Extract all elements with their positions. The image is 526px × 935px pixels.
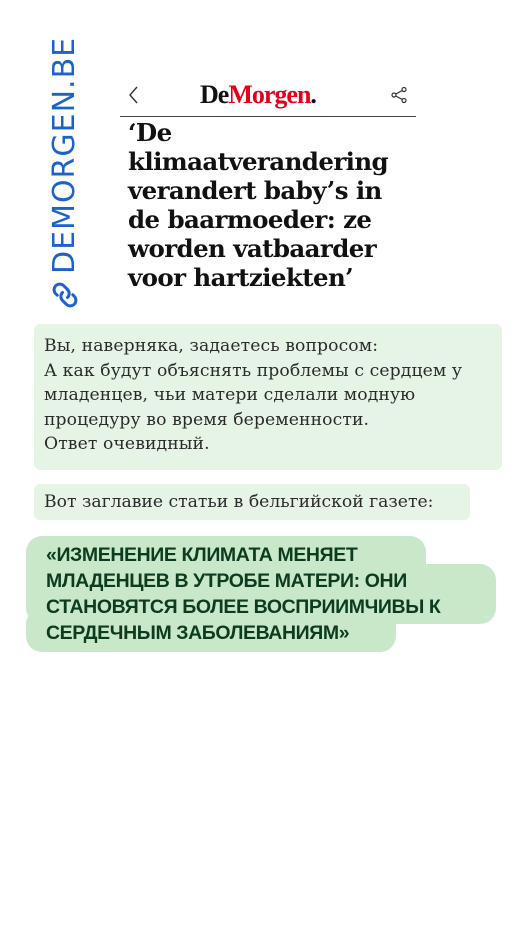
source-domain-label[interactable]: DEMORGEN.BE — [47, 36, 82, 274]
article-headline — [128, 118, 418, 292]
headline-line: ‘De — [128, 118, 172, 147]
commentary-line: Вы, наверняка, задаетесь вопросом: — [44, 336, 379, 356]
translated-headline — [46, 542, 506, 646]
translated-line: «ИЗМЕНЕНИЕ КЛИМАТА МЕНЯЕТ — [46, 544, 358, 566]
translated-line: СЕРДЕЧНЫМ ЗАБОЛЕВАНИЯМ» — [46, 622, 350, 644]
commentary-paragraph — [44, 334, 504, 457]
commentary-line: Ответ очевидный. — [44, 434, 210, 454]
headline-line: de baarmoeder: ze — [128, 205, 372, 234]
translated-line: МЛАДЕНЦЕВ В УТРОБЕ МАТЕРИ: ОНИ — [46, 570, 407, 592]
commentary-line: процедуру во время беременности. — [44, 409, 370, 430]
headline-line: klimaatverandering — [128, 147, 389, 176]
share-icon[interactable] — [390, 86, 408, 104]
commentary-line: А как будут объяснять проблемы с сердцем у — [44, 360, 463, 381]
chevron-left-icon[interactable] — [126, 84, 142, 106]
intro-line: Вот заглавие статьи в бельгийской газете: — [44, 492, 434, 512]
de-morgen-logo — [200, 80, 316, 110]
commentary-line: младенцев, чьи матери сделали модную — [44, 385, 416, 405]
headline-line: verandert baby’s in — [128, 176, 382, 205]
headline-line: voor hartziekten’ — [128, 263, 354, 292]
logo-morgen: Morgen — [228, 80, 311, 109]
source-link[interactable] — [40, 36, 90, 310]
logo-de: De — [200, 80, 229, 109]
translated-line: СТАНОВЯТСЯ БОЛЕЕ ВОСПРИИМЧИВЫ К — [46, 596, 441, 618]
translated-headline-block — [26, 536, 496, 652]
headline-line: worden vatbaarder — [128, 234, 377, 263]
article-header — [120, 78, 416, 117]
logo-dot: . — [310, 80, 316, 109]
link-icon — [50, 280, 80, 310]
